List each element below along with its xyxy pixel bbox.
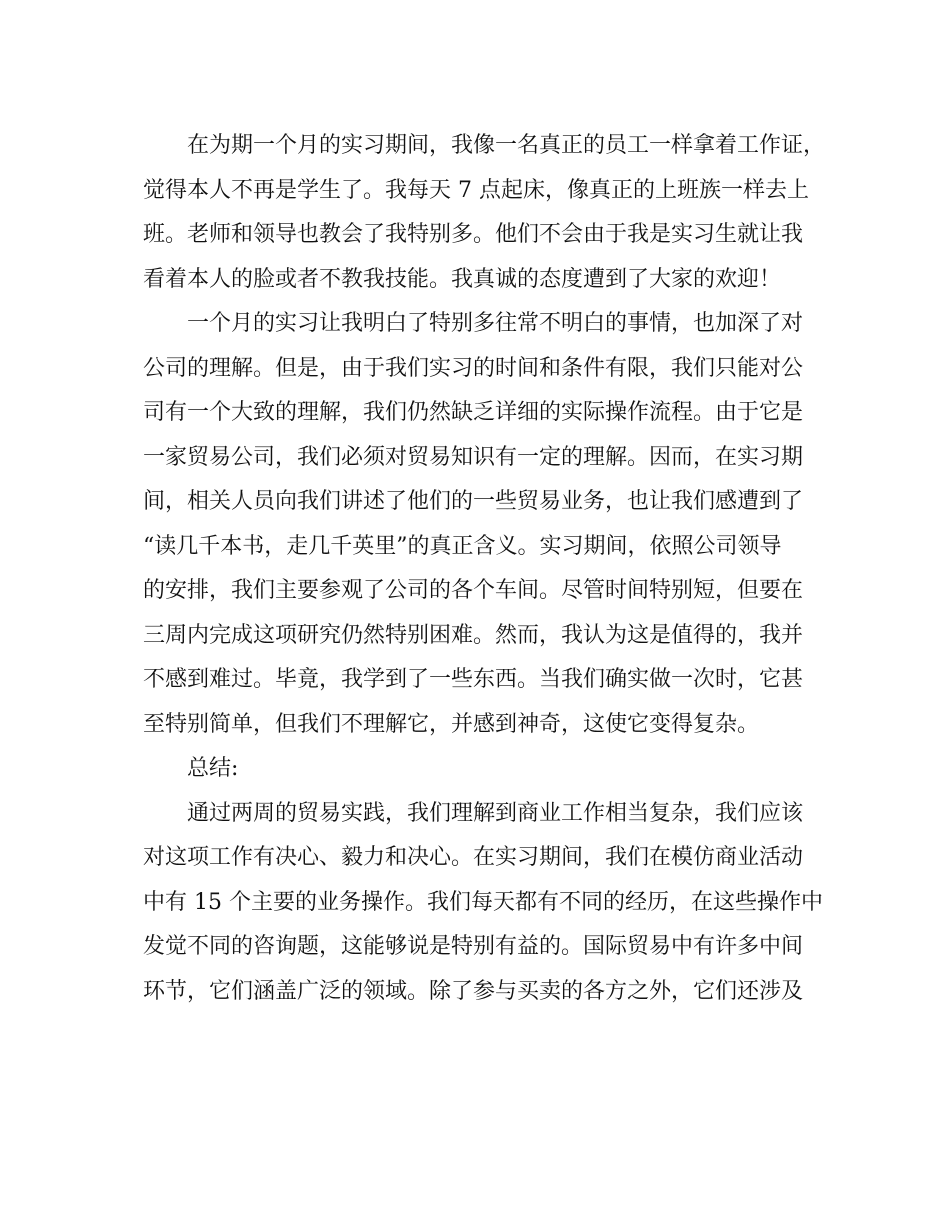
paragraph-1-line-1: 在为期一个月的实习期间，我像一名真正的员工一样拿着工作证， xyxy=(187,133,826,158)
paragraph-2-line-7: 的安排，我们主要参观了公司的各个车间。尽管时间特别短，但要在 xyxy=(143,578,804,603)
paragraph-2-line-8: 三周内完成这项研究仍然特别困难。然而，我认为这是值得的，我并 xyxy=(143,622,804,648)
summary-heading: 总结: xyxy=(187,756,239,781)
paragraph-3-line-3: 中有 15 个主要的业务操作。我们每天都有不同的经历，在这些操作中 xyxy=(143,889,823,915)
paragraph-2-line-5: 间，相关人员向我们讲述了他们的一些贸易业务，也让我们感遭到了 xyxy=(143,489,804,514)
paragraph-2-line-2: 公司的理解。但是，由于我们实习的时间和条件有限，我们只能对公 xyxy=(143,355,804,381)
paragraph-2-line-9: 不感到难过。毕竟，我学到了一些东西。当我们确实做一次时，它甚 xyxy=(143,667,804,692)
paragraph-3-line-5: 环节，它们涵盖广泛的领域。除了参与买卖的各方之外，它们还涉及 xyxy=(143,978,804,1004)
paragraph-2-line-10: 至特别简单，但我们不理解它，并感到神奇，这使它变得复杂。 xyxy=(143,711,760,737)
paragraph-1-line-2: 觉得本人不再是学生了。我每天 7 点起床，像真正的上班族一样去上 xyxy=(143,177,809,203)
paragraph-2-line-3: 司有一个大致的理解，我们仍然缺乏详细的实际操作流程。由于它是 xyxy=(143,400,804,425)
document-body xyxy=(143,124,826,1014)
paragraph-3-line-2: 对这项工作有决心、毅力和决心。在实习期间，我们在模仿商业活动 xyxy=(143,845,804,870)
paragraph-1-line-4: 看着本人的脸或者不教我技能。我真诚的态度遭到了大家的欢迎！ xyxy=(143,266,782,292)
paragraph-3-line-4: 发觉不同的咨询题，这能够说是特别有益的。国际贸易中有许多中间 xyxy=(143,934,804,959)
paragraph-2-line-6: “读几千本书，走几千英里”的真正含义。实习期间，依照公司领导 xyxy=(143,533,782,559)
paragraph-2-line-4: 一家贸易公司，我们必须对贸易知识有一定的理解。因而，在实习期 xyxy=(143,444,804,470)
paragraph-2-line-1: 一个月的实习让我明白了特别多往常不明白的事情，也加深了对 xyxy=(187,311,804,336)
paragraph-3-line-1: 通过两周的贸易实践，我们理解到商业工作相当复杂，我们应该 xyxy=(187,800,804,826)
paragraph-1-line-3: 班。老师和领导也教会了我特别多。他们不会由于我是实习生就让我 xyxy=(143,222,804,247)
